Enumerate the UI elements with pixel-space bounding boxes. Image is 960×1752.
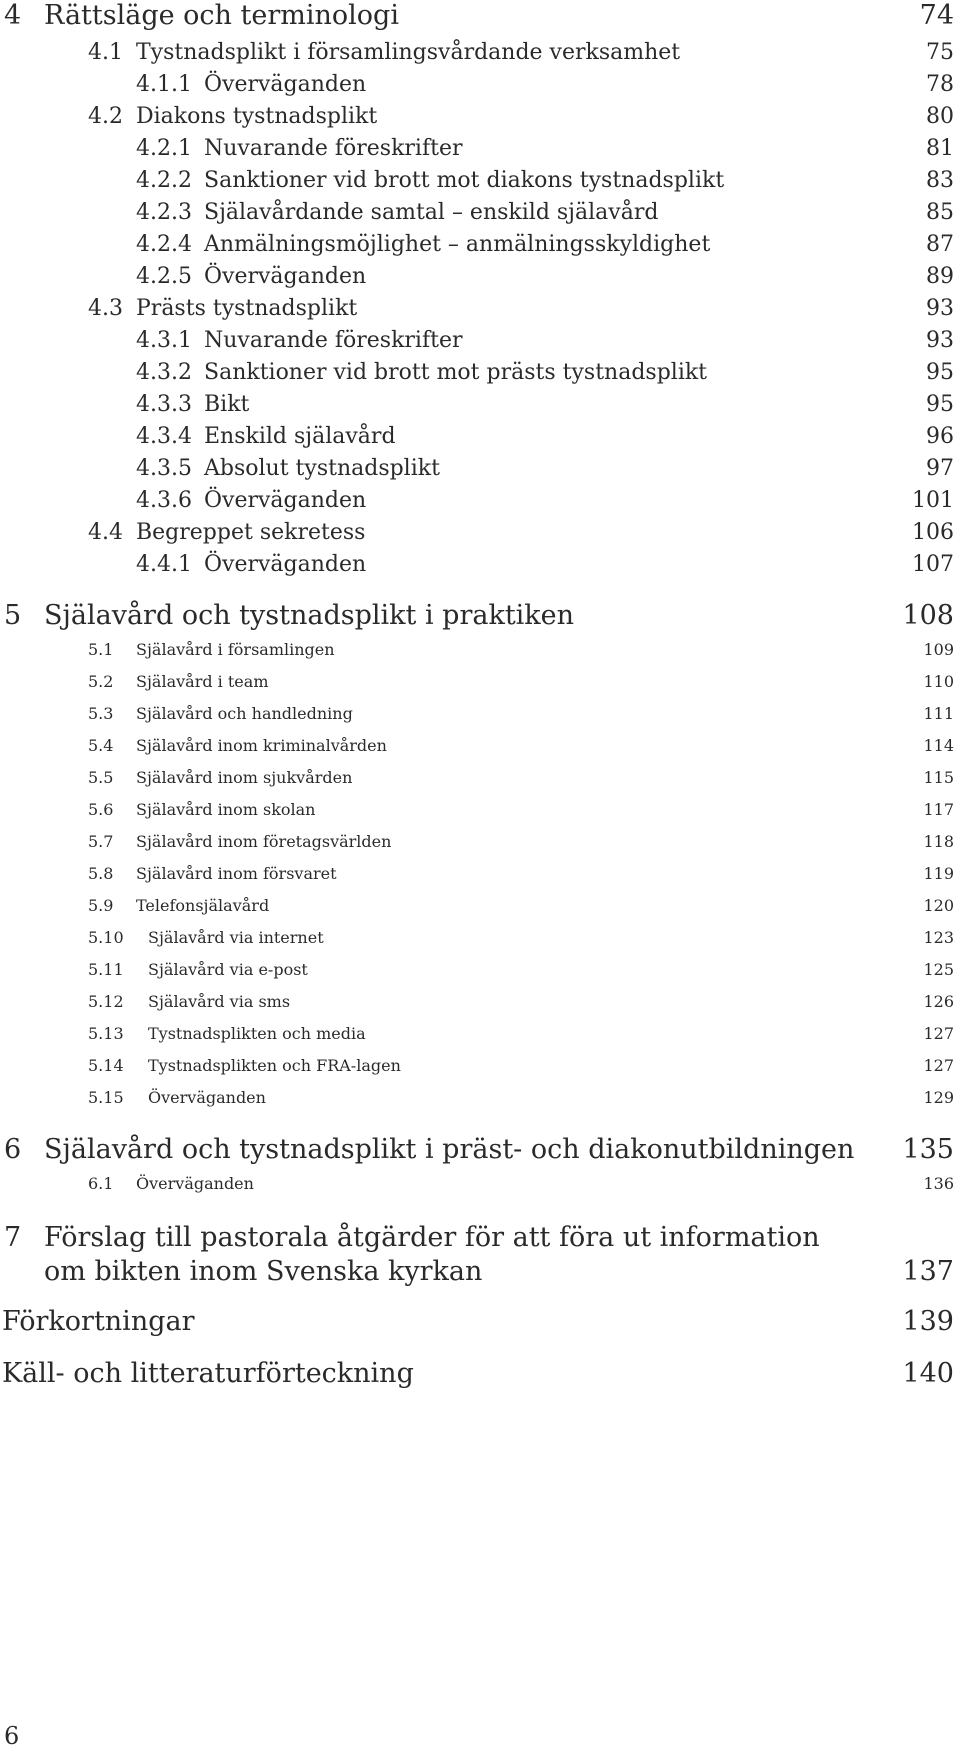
entry-title: Själavård inom försvaret (136, 864, 337, 883)
entry-title: Tystnadsplikt i församlingsvårdande verksamhet (136, 40, 681, 65)
entry-page: 135 (902, 1134, 954, 1165)
entry-page: 127 (923, 1024, 954, 1043)
entry-title: Själavård via internet (148, 928, 324, 947)
entry-number: 4.2.2 (136, 168, 192, 193)
entry-page: 101 (912, 488, 954, 513)
entry-page: 96 (926, 424, 954, 449)
entry-title: Överväganden (204, 72, 367, 97)
entry-page: 80 (926, 104, 954, 129)
page-number: 6 (4, 1722, 20, 1750)
entry-number: 4.1.1 (136, 72, 192, 97)
entry-page: 75 (926, 40, 954, 65)
entry-title: Själavård inom företagsvärlden (136, 832, 392, 851)
entry-number: 4.4.1 (136, 552, 192, 577)
entry-number: 5.11 (88, 960, 124, 979)
entry-page: 115 (923, 768, 954, 787)
entry-number: 7 (4, 1222, 22, 1253)
entry-title: Nuvarande föreskrifter (204, 328, 463, 353)
entry-title: Själavård i församlingen (136, 640, 335, 659)
entry-title: Anmälningsmöjlighet – anmälningsskyldighet (204, 232, 711, 257)
entry-title: Själavård i team (136, 672, 269, 691)
entry-title: Överväganden (136, 1174, 254, 1193)
entry-title: Nuvarande föreskrifter (204, 136, 463, 161)
entry-number: 5.4 (88, 736, 114, 755)
entry-page: 97 (926, 456, 954, 481)
entry-page: 118 (923, 832, 954, 851)
entry-title: Tystnadsplikten och media (148, 1024, 366, 1043)
entry-number: 4.2.1 (136, 136, 192, 161)
entry-number: 4.3.2 (136, 360, 192, 385)
entry-number: 4.3 (88, 296, 123, 321)
entry-number: 6.1 (88, 1174, 114, 1193)
entry-page: 93 (926, 296, 954, 321)
entry-number: 5.2 (88, 672, 114, 691)
entry-number: 4.4 (88, 520, 123, 545)
entry-number: 5.5 (88, 768, 114, 787)
entry-title: Själavård inom sjukvården (136, 768, 353, 787)
entry-number: 5 (4, 600, 22, 631)
entry-title: Själavård inom skolan (136, 800, 316, 819)
entry-page: 114 (923, 736, 954, 755)
entry-page: 81 (926, 136, 954, 161)
entry-page: 95 (926, 392, 954, 417)
entry-page: 140 (902, 1358, 954, 1389)
entry-title: Käll- och litteraturförteckning (2, 1358, 414, 1389)
entry-number: 5.6 (88, 800, 114, 819)
entry-page: 78 (926, 72, 954, 97)
entry-number: 4.2.3 (136, 200, 192, 225)
entry-title: Själavård via sms (148, 992, 291, 1011)
entry-title: Själavård och handledning (136, 704, 353, 723)
entry-page: 111 (923, 704, 954, 723)
entry-page: 123 (923, 928, 954, 947)
entry-number: 5.13 (88, 1024, 124, 1043)
entry-number: 4.3.5 (136, 456, 192, 481)
entry-title: Rättsläge och terminologi (44, 0, 399, 31)
entry-number: 4.2.4 (136, 232, 192, 257)
entry-page: 110 (923, 672, 954, 691)
entry-title: Bikt (204, 392, 250, 417)
entry-page: 126 (923, 992, 954, 1011)
entry-number: 4.3.4 (136, 424, 192, 449)
entry-number: 5.14 (88, 1056, 124, 1075)
entry-title: Tystnadsplikten och FRA-lagen (148, 1056, 401, 1075)
entry-title: Absolut tystnadsplikt (204, 456, 440, 481)
entry-page: 107 (912, 552, 954, 577)
entry-page: 136 (923, 1174, 954, 1193)
entry-title: Enskild själavård (204, 424, 396, 449)
entry-page: 119 (923, 864, 954, 883)
entry-title-line1: Förslag till pastorala åtgärder för att föra ut information (44, 1222, 820, 1253)
entry-page: 108 (902, 600, 954, 631)
entry-title: Själavård via e-post (148, 960, 308, 979)
entry-page: 129 (923, 1088, 954, 1107)
entry-number: 5.1 (88, 640, 114, 659)
entry-page: 93 (926, 328, 954, 353)
entry-number: 5.8 (88, 864, 114, 883)
entry-number: 4.1 (88, 40, 123, 65)
entry-page: 137 (902, 1256, 954, 1287)
entry-title: Överväganden (204, 552, 367, 577)
entry-page: 125 (923, 960, 954, 979)
entry-number: 4.3.1 (136, 328, 192, 353)
entry-page: 109 (923, 640, 954, 659)
entry-number: 5.15 (88, 1088, 124, 1107)
entry-title: Själavård inom kriminalvården (136, 736, 387, 755)
entry-title: Sanktioner vid brott mot prästs tystnadsplikt (204, 360, 708, 385)
entry-page: 117 (923, 800, 954, 819)
entry-number: 4 (4, 0, 22, 31)
entry-title-line2: om bikten inom Svenska kyrkan (44, 1256, 483, 1287)
entry-page: 74 (919, 0, 954, 31)
entry-page: 95 (926, 360, 954, 385)
entry-page: 106 (912, 520, 954, 545)
entry-page: 120 (923, 896, 954, 915)
entry-title: Överväganden (204, 264, 367, 289)
entry-title: Själavård och tystnadsplikt i praktiken (44, 600, 575, 631)
entry-page: 139 (902, 1306, 954, 1337)
entry-number: 6 (4, 1134, 22, 1165)
entry-number: 4.2 (88, 104, 123, 129)
entry-page: 87 (926, 232, 954, 257)
entry-number: 4.3.3 (136, 392, 192, 417)
entry-title: Begreppet sekretess (136, 520, 366, 545)
entry-title: Prästs tystnadsplikt (136, 296, 358, 321)
entry-number: 4.3.6 (136, 488, 192, 513)
entry-title: Förkortningar (2, 1306, 195, 1337)
entry-number: 5.12 (88, 992, 124, 1011)
entry-title: Själavårdande samtal – enskild själavård (204, 200, 659, 225)
entry-number: 5.9 (88, 896, 114, 915)
entry-page: 83 (926, 168, 954, 193)
entry-title: Sanktioner vid brott mot diakons tystnadsplikt (204, 168, 725, 193)
entry-number: 5.7 (88, 832, 114, 851)
entry-title: Överväganden (148, 1088, 266, 1107)
entry-number: 5.3 (88, 704, 114, 723)
entry-page: 127 (923, 1056, 954, 1075)
entry-title: Överväganden (204, 488, 367, 513)
entry-number: 5.10 (88, 928, 124, 947)
entry-page: 85 (926, 200, 954, 225)
entry-number: 4.2.5 (136, 264, 192, 289)
entry-page: 89 (926, 264, 954, 289)
entry-title: Telefonsjälavård (136, 896, 270, 915)
entry-title: Diakons tystnadsplikt (136, 104, 378, 129)
entry-title: Själavård och tystnadsplikt i präst- och diakonutbildningen (44, 1134, 855, 1165)
